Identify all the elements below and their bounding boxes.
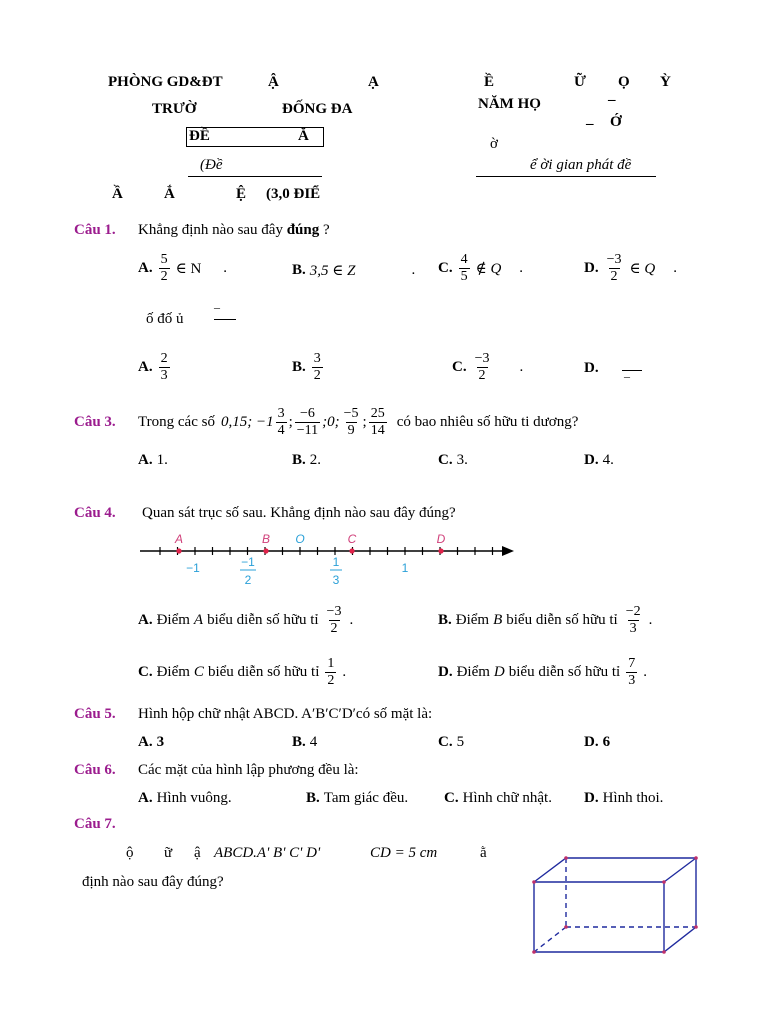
option-label: A.	[138, 452, 153, 468]
question-text-part: Khẳng định nào sau đây	[138, 222, 283, 238]
fraction	[312, 351, 323, 384]
option-label: A.	[138, 612, 153, 628]
option-text: biểu diễn số hữu tỉ	[508, 664, 621, 680]
fraction	[369, 406, 387, 439]
q1-option-c[interactable]	[438, 252, 523, 285]
number-line	[136, 526, 520, 596]
underline	[188, 176, 322, 177]
time-part: ờ	[490, 136, 498, 152]
axis-point	[438, 548, 443, 553]
tick-label: −1	[241, 555, 255, 569]
fraction-denominator: 2	[610, 269, 618, 284]
underline	[476, 176, 656, 177]
option-label: C.	[138, 664, 153, 680]
axis-point	[349, 548, 354, 553]
q4-option-b[interactable]	[438, 604, 652, 637]
q3-option-d[interactable]	[584, 452, 614, 469]
q4-option-d[interactable]	[438, 656, 647, 689]
q1-option-a[interactable]	[138, 252, 227, 285]
q6-option-b[interactable]	[306, 790, 408, 807]
q3-option-a[interactable]	[138, 452, 168, 469]
q2-option-b[interactable]	[292, 351, 325, 384]
vertex	[564, 925, 568, 929]
q4-option-c[interactable]	[138, 656, 346, 689]
fraction-numerator: –	[214, 300, 220, 314]
tick-label: −1	[186, 561, 200, 575]
question-label: Câu 5.	[74, 706, 116, 722]
fraction	[459, 252, 470, 285]
q3-option-c[interactable]	[438, 452, 468, 469]
fraction-denominator: 4	[277, 422, 285, 438]
rectangular-box-figure	[520, 848, 710, 960]
option-label: A.	[138, 790, 153, 806]
fraction	[342, 406, 361, 439]
point-name: D	[493, 664, 505, 680]
school-year: NĂM HỌ	[478, 96, 541, 112]
option-label: D.	[584, 790, 599, 806]
option-text: biểu diễn số hữu tỉ	[207, 612, 319, 628]
axis-arrow	[502, 546, 514, 556]
option-label: D.	[584, 360, 599, 376]
option-label: B.	[292, 359, 306, 375]
fraction-denominator: 3	[628, 673, 636, 688]
fraction	[159, 351, 170, 384]
option-label: C.	[452, 359, 467, 375]
option-label: C.	[444, 790, 459, 806]
hidden-edge	[534, 927, 566, 952]
option-label: D.	[584, 734, 599, 750]
fraction	[276, 406, 287, 439]
question-text-part: Trong các số	[138, 413, 215, 430]
fraction-numerator: −5	[343, 405, 359, 421]
option-tail: .	[673, 260, 677, 276]
q4-option-a[interactable]	[138, 604, 353, 637]
section-title-part: Ắ	[164, 186, 175, 202]
question-text-part: ằ	[480, 845, 487, 861]
axis-point-label: C	[347, 532, 357, 546]
option-label: A.	[138, 359, 153, 375]
question-text	[138, 222, 330, 239]
question-label: Câu 3.	[74, 414, 116, 430]
option-tail: .	[223, 260, 228, 276]
q5-option-a[interactable]	[138, 734, 164, 751]
option-value: Hình vuông.	[156, 790, 232, 806]
fraction-numerator: 3	[277, 405, 285, 421]
vertex	[662, 880, 666, 884]
q1-option-b[interactable]	[292, 261, 415, 280]
tick-label: 1	[401, 561, 409, 575]
fraction-numerator: −3	[474, 351, 490, 366]
vertex	[694, 856, 698, 860]
q2-option-a[interactable]	[138, 351, 172, 384]
option-math: ∈ Q	[629, 261, 656, 277]
time-note: ể ời gian phát đề	[530, 157, 632, 173]
vertex	[532, 950, 536, 954]
fraction	[295, 406, 320, 439]
question-text: định nào sau đây đúng?	[82, 874, 224, 890]
fraction	[624, 604, 643, 637]
option-label: B.	[306, 790, 320, 806]
fraction-numerator: −6	[299, 405, 315, 421]
exam-title-part: Ọ	[618, 74, 630, 90]
school-year-dash: –	[608, 92, 616, 108]
q5-option-c[interactable]	[438, 734, 464, 751]
option-tail: .	[648, 612, 653, 628]
option-text: biểu diễn số hữu tỉ	[207, 664, 320, 680]
fraction	[325, 656, 336, 689]
option-value: 1.	[156, 452, 168, 468]
exam-title-part: Ỳ	[660, 74, 671, 90]
school-dept-part: Ậ	[268, 74, 279, 90]
option-value: Hình thoi.	[602, 790, 664, 806]
axis-point	[176, 548, 181, 553]
option-math: 3,5 ∈ Z	[309, 263, 356, 279]
exam-code-label: ĐỀ	[189, 128, 210, 144]
question-text: Trong các số 0,15; −1 $\frac{3}{4}$ ; $\frac{-6}{-11}$ ;0; $\frac{-5}{9}$ ; $\frac{25}{14}$ có bao nhiêu số hữu ti dương?	[138, 405, 579, 438]
q5-option-b[interactable]	[292, 734, 317, 751]
question-math: ABCD.A' B' C' D'	[214, 845, 321, 861]
q5-option-d[interactable]	[584, 734, 610, 751]
option-value: 4	[309, 734, 318, 750]
exam-note: (Đề	[200, 157, 223, 173]
fraction-denominator: 9	[347, 422, 355, 438]
option-text: Điểm	[455, 612, 490, 628]
option-math: ∈ N	[175, 261, 202, 277]
question-label: Câu 6.	[74, 762, 116, 778]
vertex	[532, 880, 536, 884]
fraction-numerator: 7	[628, 656, 636, 671]
option-value: 5	[456, 734, 465, 750]
question-text-part: có bao nhiêu số hữu ti dương?	[396, 413, 579, 430]
option-value: 3.	[456, 452, 468, 468]
axis-point-label: B	[261, 532, 271, 546]
section-title-part: Ầ	[112, 186, 123, 202]
point-name: C	[193, 664, 204, 680]
option-text: biểu diễn số hữu tỉ	[506, 612, 618, 628]
question-text: ố đố ủ	[146, 311, 184, 327]
axis-point-label: D	[436, 532, 446, 546]
option-text: Điểm	[456, 664, 490, 680]
question-text: Quan sát trục số sau. Khẳng định nào sau đây đúng?	[142, 505, 456, 521]
option-value: 6	[602, 734, 611, 750]
fraction-numerator: −3	[606, 252, 622, 267]
option-label: A.	[138, 734, 153, 750]
option-tail: .	[519, 359, 524, 375]
q2-option-c[interactable]	[452, 351, 523, 384]
option-tail: .	[519, 260, 524, 276]
question-text-part: ?	[323, 222, 330, 238]
fraction	[605, 252, 624, 285]
option-label: C.	[438, 260, 453, 276]
q2-option-d[interactable]	[584, 360, 599, 377]
fraction-denominator: 14	[370, 422, 385, 438]
vertex	[662, 950, 666, 954]
fraction-denominator: 2	[330, 621, 338, 636]
fraction-denominator: 2	[160, 269, 168, 284]
option-label: D.	[584, 452, 599, 468]
number-list: 0,15; −1	[220, 413, 274, 430]
vertex	[564, 856, 568, 860]
fraction-denominator: 3	[160, 368, 168, 383]
question-label: Câu 4.	[74, 505, 116, 521]
fraction-denominator: 3	[629, 621, 637, 636]
school-name-part: ĐỐNG ĐA	[282, 101, 353, 117]
fraction	[473, 351, 492, 384]
option-label: B.	[292, 734, 306, 750]
fraction-bar	[214, 319, 236, 320]
option-value: 3	[156, 734, 165, 750]
exam-title-part: Ề	[484, 74, 495, 90]
exam-code-part: Ă	[298, 128, 309, 144]
q1-option-d[interactable]	[584, 252, 677, 285]
fraction-denominator: 2	[327, 673, 335, 688]
option-tail: .	[349, 612, 354, 628]
fraction-numerator: −2	[625, 604, 641, 619]
option-tail: .	[411, 262, 416, 278]
subject-part: Ớ	[610, 114, 622, 130]
fraction-numerator: 3	[313, 351, 321, 366]
tick-label: 1	[332, 555, 340, 569]
point-name: B	[493, 612, 503, 628]
option-label: A.	[138, 260, 153, 276]
axis-point-label: A	[174, 532, 184, 546]
vertex	[694, 925, 698, 929]
q6-option-c[interactable]	[444, 790, 552, 807]
subject-dash: –	[586, 116, 594, 132]
question-text-part: ậ	[194, 845, 201, 861]
tick-label: 3	[332, 573, 340, 587]
number-list: ;0;	[322, 413, 340, 430]
question-label: Câu 7.	[74, 816, 116, 832]
fraction-denominator: –	[624, 369, 630, 383]
fraction-numerator: 25	[370, 405, 385, 421]
option-math: ∉ Q	[475, 261, 502, 277]
option-value: Hình chữ nhật.	[462, 790, 552, 806]
option-text: Điểm	[156, 664, 190, 680]
fraction-denominator: 5	[460, 269, 468, 284]
option-tail: .	[342, 664, 347, 680]
school-dept-part: Ạ	[368, 74, 379, 90]
option-text: Điểm	[156, 612, 190, 628]
fraction-numerator: −3	[326, 604, 342, 619]
box-edge	[534, 858, 696, 952]
school-name: TRƯỜ	[152, 101, 197, 117]
question-text: Hình hộp chữ nhật ABCD. A′B′C′D′có số mặt là:	[138, 706, 433, 722]
exam-title-part: Ữ	[574, 74, 586, 90]
tick-label: 2	[244, 573, 252, 587]
question-text: Các mặt của hình lập phương đều là:	[138, 762, 359, 778]
option-label: D.	[438, 664, 453, 680]
fraction-denominator: 2	[478, 368, 486, 383]
option-label: B.	[292, 262, 306, 278]
q6-option-d[interactable]	[584, 790, 663, 807]
fraction-numerator: 4	[460, 252, 468, 267]
question-math: CD = 5 cm	[370, 845, 438, 861]
fraction	[325, 604, 344, 637]
fraction	[159, 252, 170, 285]
option-label: C.	[438, 452, 453, 468]
section-title: (3,0 ĐIỂ	[266, 186, 321, 202]
fraction-denominator: 2	[313, 368, 321, 383]
option-value: 4.	[602, 452, 614, 468]
question-emphasis: đúng	[286, 222, 320, 238]
question-text-part: ộ	[126, 845, 134, 861]
fraction-numerator: 1	[327, 656, 335, 671]
question-label: Câu 1.	[74, 222, 116, 238]
option-value: Tam giác đều.	[323, 790, 409, 806]
box-edge	[664, 858, 696, 882]
option-label: D.	[584, 260, 599, 276]
axis-point-label: O	[295, 532, 305, 546]
fraction-numerator: 2	[160, 351, 168, 366]
question-text-part: ữ	[164, 845, 173, 861]
section-title-part: Ệ	[236, 186, 247, 202]
point-name: A	[193, 612, 204, 628]
fraction-numerator: 5	[160, 252, 168, 267]
fraction	[626, 656, 637, 689]
q3-option-b[interactable]	[292, 452, 321, 469]
option-tail: .	[643, 664, 647, 680]
option-label: B.	[292, 452, 306, 468]
option-label: B.	[438, 612, 452, 628]
option-label: C.	[438, 734, 453, 750]
axis-point	[263, 548, 268, 553]
fraction-denominator: −11	[296, 422, 319, 438]
q6-option-a[interactable]	[138, 790, 232, 807]
option-value: 2.	[309, 452, 322, 468]
school-dept: PHÒNG GD&ĐT	[108, 74, 223, 90]
